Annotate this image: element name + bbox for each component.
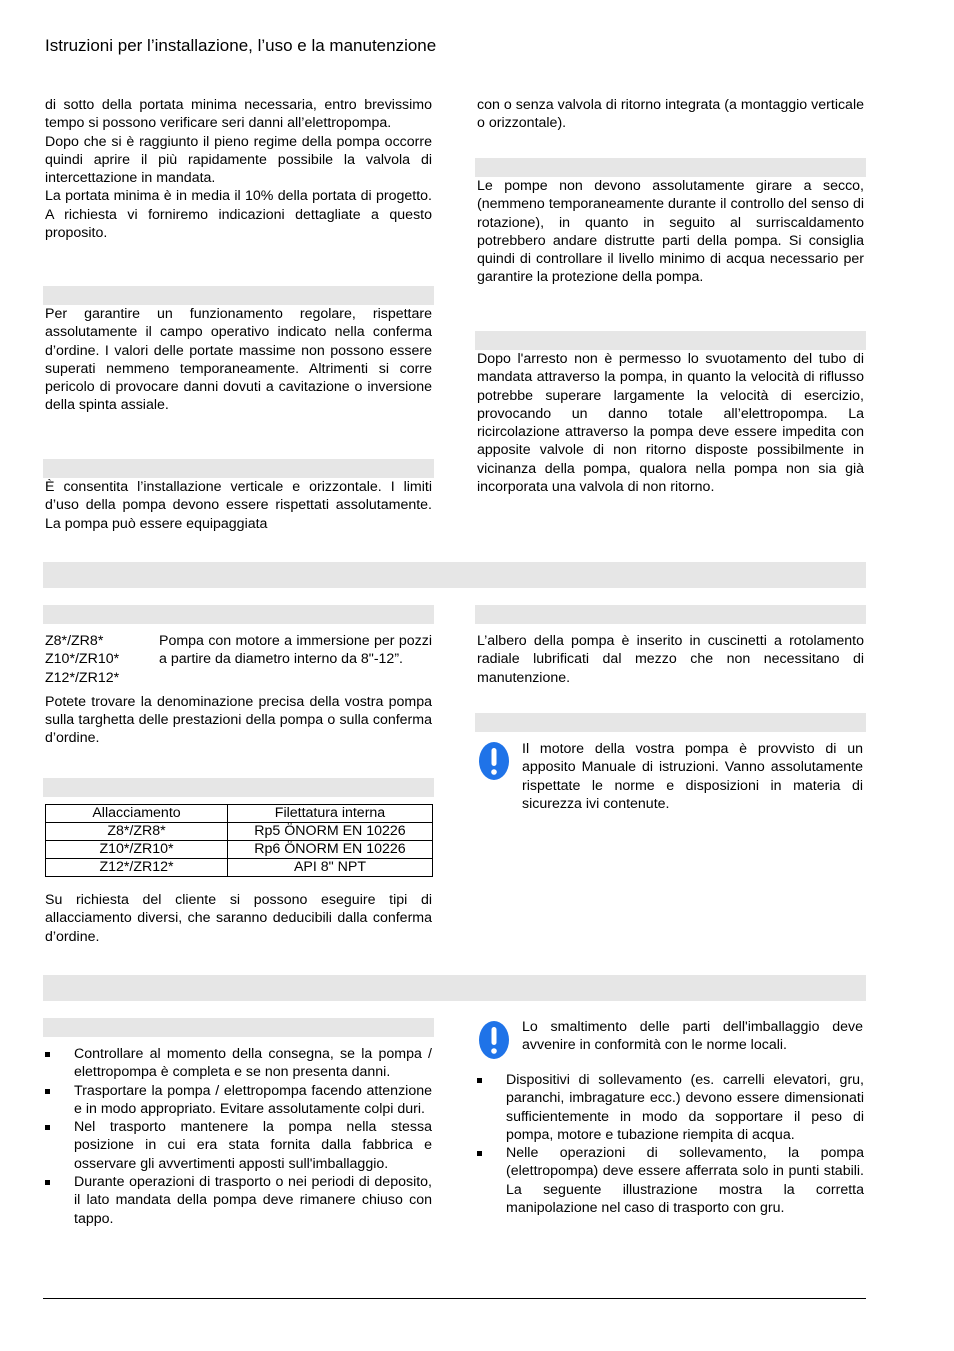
list-item: Nel trasporto mantenere la pompa nella stessa posizione in cui era stata fornita dalla fabbrica e osservare gli avvertimenti apposti sull'imballaggio. [45, 1118, 432, 1173]
type-designation [45, 632, 432, 687]
table-cell: Z12*/ZR12* [46, 859, 228, 877]
transport-list [45, 1045, 432, 1228]
secco-block [477, 177, 864, 287]
chapter-heading-bar [43, 562, 866, 588]
table-header: Allacciamento [46, 805, 228, 823]
type-code: Z12*/ZR12* [45, 669, 120, 686]
paragraph: Le pompe non devono assolutamente girare a secco, (nemmeno temporaneamente durante il controllo del senso di rotazione), in quanto in seguito al surriscaldamento potrebbero andare distrutte parti della pompa. Si consiglia quindi di controllare il livello minimo di acqua necessario per garantire la protezione della pompa. [477, 178, 864, 286]
install-block [45, 478, 432, 533]
paragraph: È consentita l’installazione verticale e orizzontale. I limiti d’uso della pompa devono essere rispettati assolutamente. La pompa può essere equipaggiata [45, 479, 432, 532]
footer-divider [43, 1298, 866, 1299]
section-heading-bar [43, 286, 434, 305]
connection-table-wrap [45, 804, 433, 877]
trasporto-block [45, 1045, 432, 1228]
motore-block [522, 740, 863, 813]
paragraph: di sotto della portata minima necessaria, entro brevissimo tempo si possono verificare seri danni all’elettropompa. [45, 97, 432, 132]
table-row [46, 841, 433, 859]
section-heading-bar [475, 605, 866, 624]
table-header-row [46, 805, 433, 823]
paragraph: La portata minima è in media il 10% della portata di progetto. A richiesta vi forniremo indicazioni dettagliate a questo proposito. [45, 188, 432, 242]
table-cell: Rp6 ÖNORM EN 10226 [228, 841, 433, 859]
paragraph: Potete trovare la denominazione precisa della vostra pompa sulla targhetta delle prestazioni della pompa o sulla conferma d’ordine. [45, 693, 432, 747]
list-item: Durante operazioni di trasporto o nei periodi di deposito, il lato mandata della pompa deve rimanere chiuso con tappo. [45, 1173, 432, 1228]
section-heading-bar [43, 778, 434, 797]
section-heading-bar [43, 459, 434, 478]
list-item: Nelle operazioni di sollevamento, la pompa (elettropompa) deve essere afferrata solo in punti stabili. La seguente illustrazione mostra la corretta manipolazione nel caso di trasporto con gru. [477, 1144, 864, 1217]
smaltimento-block [477, 1071, 864, 1217]
chapter-heading-bar [43, 975, 866, 1001]
list-item: Trasportare la pompa / elettropompa facendo attenzione e in modo appropriato. Evitare assolutamente colpi duri. [45, 1082, 432, 1119]
section-heading-bar [43, 605, 434, 624]
albero-block [477, 632, 864, 687]
connection-table [45, 804, 433, 877]
section-heading-bar [43, 1018, 434, 1037]
type-codes [45, 632, 159, 687]
list-item: Controllare al momento della consegna, se la pompa / elettropompa è completa e se non presenta danni. [45, 1045, 432, 1082]
table-header: Filettatura interna [228, 805, 433, 823]
table-cell: Z8*/ZR8* [46, 823, 228, 841]
left-top-block [45, 96, 432, 242]
section-heading-bar [475, 158, 866, 177]
page-header: Istruzioni per l’installazione, l’uso e la manutenzione [45, 36, 437, 55]
type-code: Z8*/ZR8* [45, 633, 104, 649]
allacciamento-note-block [45, 891, 432, 946]
paragraph: Lo smaltimento delle parti dell'imballaggio deve avvenire in conformità con le norme locali. [522, 1019, 863, 1054]
paragraph: Dopo che si è raggiunto il pieno regime della pompa occorre quindi aprire il più rapidamente possibile la valvola di intercettazione in mandata. [45, 133, 432, 187]
paragraph: Su richiesta del cliente si possono eseguire tipi di allacciamento diversi, che saranno deducibili dalla conferma d’ordine. [45, 892, 432, 945]
table-row [46, 859, 433, 877]
exclamation-icon [478, 741, 510, 781]
smaltimento-warning [522, 1018, 863, 1055]
table-cell: Z10*/ZR10* [46, 841, 228, 859]
paragraph: Dopo l'arresto non è permesso lo svuotamento del tubo di mandata attraverso la pompa, in quanto la velocità di riflusso potrebbe superare largamente la velocità di esercizio, provocando un danno totale all’elettropompa. La ricircolazione attraverso la pompa deve essere impedita con apposite valvole di non ritorno disposte possibilmente in vicinanza della pompa, qualora nella pompa non sia già incorporata una valvola di non ritorno. [477, 351, 864, 496]
portata-block [45, 305, 432, 415]
table-cell: Rp5 ÖNORM EN 10226 [228, 823, 433, 841]
paragraph: Per garantire un funzionamento regolare, rispettare assolutamente il campo operativo indicato nella conferma d’ordine. I valori delle portate massime non possono essere superati nemmeno temporaneamente. Altrimenti si corre pericolo di provocare danni dovuti a cavitazione o inversione della spinta assiale. [45, 306, 432, 414]
right-top-block [477, 96, 864, 133]
list-item: Dispositivi di sollevamento (es. carrelli elevatori, gru, paranchi, imbragature ecc.) devono essere dimensionati sufficientemente in modo da sopportare il peso di pompa, motore e tubazione riempita di acqua. [477, 1071, 864, 1144]
type-code: Z10*/ZR10* [45, 651, 120, 668]
section-heading-bar [475, 331, 866, 350]
type-description: Pompa con motore a immersione per pozzi a partire da diametro interno da 8"-12”. [159, 633, 432, 668]
exclamation-icon [478, 1020, 510, 1060]
arresto-block [477, 350, 864, 496]
table-row [46, 823, 433, 841]
table-cell: API 8" NPT [228, 859, 433, 877]
paragraph: Il motore della vostra pompa è provvisto di un apposito Manuale di istruzioni. Vanno assolutamente rispettate le norme e disposizioni in materia di sicurezza ivi contenute. [522, 741, 863, 812]
tipo-block [45, 632, 432, 748]
section-heading-bar [475, 713, 866, 732]
lifting-list [477, 1071, 864, 1217]
paragraph: con o senza valvola di ritorno integrata (a montaggio verticale o orizzontale). [477, 97, 864, 132]
paragraph: L’albero della pompa è inserito in cuscinetti a rotolamento radiale lubrificati dal mezzo che non necessitano di manutenzione. [477, 633, 864, 686]
